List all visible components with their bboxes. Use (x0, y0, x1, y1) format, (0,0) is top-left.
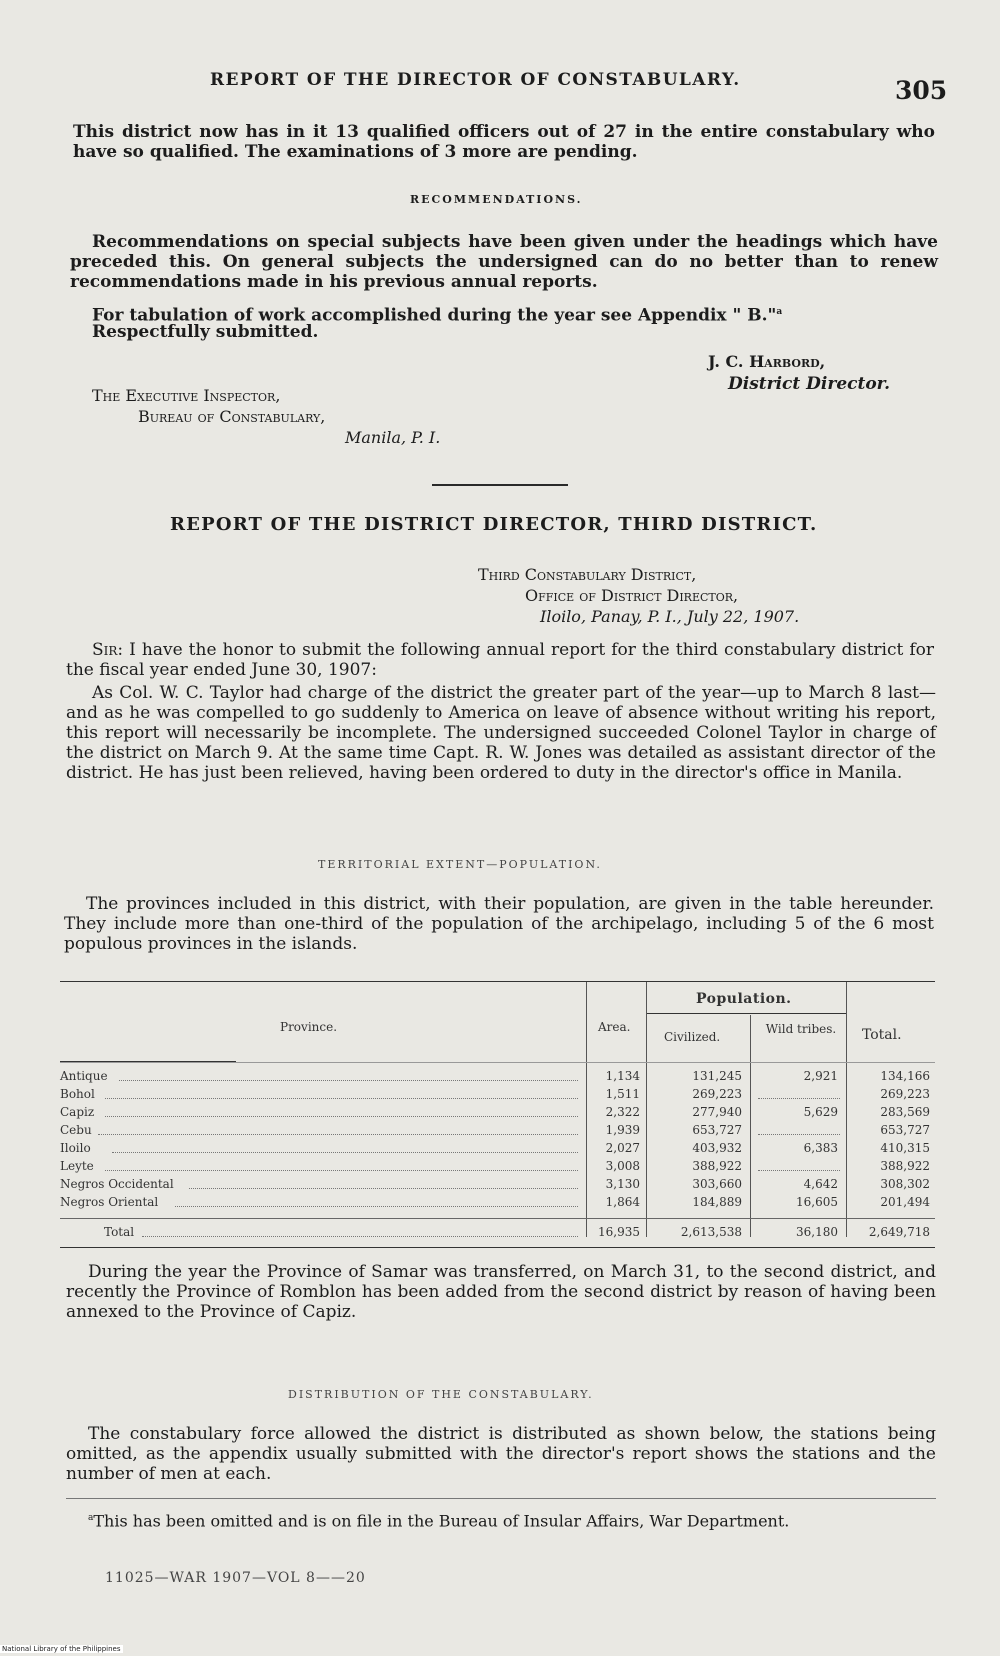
table-cell-area: 2,027 (605, 1141, 640, 1155)
dot-leader (175, 1206, 578, 1207)
table-cell-total: 283,569 (880, 1105, 930, 1119)
header-wild-tribes: Wild tribes. (765, 1022, 837, 1036)
addressee-line-1: The Executive Inspector, (92, 386, 281, 405)
table-cell-total: 388,922 (880, 1159, 930, 1173)
recommendations-heading: RECOMMENDATIONS. (410, 193, 583, 206)
dot-leader (119, 1080, 578, 1081)
table-cell-civilized: 653,727 (692, 1123, 742, 1137)
header-total: Total. (862, 1027, 902, 1043)
total-total: 2,649,718 (868, 1225, 930, 1239)
table-cell-area: 3,008 (605, 1159, 640, 1173)
distribution-paragraph: The constabulary force allowed the district is distributed as shown below, the stations being omitted, as the appendix usually submitted with the director's report shows the stations and the number of men at each. (66, 1424, 936, 1484)
section-divider (432, 484, 568, 486)
table-cell-area: 1,864 (605, 1195, 640, 1209)
header-civilized: Civilized. (664, 1030, 721, 1044)
table-cell-wild: 2,921 (803, 1069, 838, 1083)
footnote-rule (66, 1498, 936, 1499)
header-population: Population. (696, 991, 792, 1007)
dot-leader (105, 1116, 578, 1117)
table-cell-total: 201,494 (880, 1195, 930, 1209)
signature-name: J. C. Harbord, (708, 352, 826, 371)
territorial-heading: TERRITORIAL EXTENT—POPULATION. (318, 858, 602, 871)
table-cell-total: 308,302 (880, 1177, 930, 1191)
report-address-line-1: Third Constabulary District, (478, 565, 697, 584)
table-cell-wild: 16,605 (796, 1195, 838, 1209)
table-cell-area: 1,939 (605, 1123, 640, 1137)
recommendations-paragraph: Recommendations on special subjects have been given under the headings which have preceded this. On general subjects the undersigned can do no better than to renew recommendations made in his previous annual reports. (70, 232, 938, 292)
running-header: REPORT OF THE DIRECTOR OF CONSTABULARY. (210, 70, 741, 90)
dot-leader (112, 1152, 578, 1153)
total-wild: 36,180 (796, 1225, 838, 1239)
report-address-line-2: Office of District Director, (525, 586, 739, 605)
total-rule (60, 1218, 935, 1219)
table-cell-civilized: 403,932 (692, 1141, 742, 1155)
population-rule (647, 1013, 846, 1014)
signature-line: 11025—WAR 1907—VOL 8——20 (105, 1570, 366, 1586)
addressee-line-3: Manila, P. I. (345, 428, 441, 447)
table-cell-wild: 5,629 (803, 1105, 838, 1119)
total-leader (142, 1236, 578, 1237)
report-date-line: Iloilo, Panay, P. I., July 22, 1907. (540, 607, 800, 626)
total-area: 16,935 (598, 1225, 640, 1239)
table-cell-total: 653,727 (880, 1123, 930, 1137)
table-cell-province: Leyte (60, 1159, 94, 1173)
territorial-paragraph: The provinces included in this district, with their population, are given in the table hereunder. They include more than one-third of the population of the archipelago, including 5 of the 6 most populous provinces in the islands. (64, 894, 934, 954)
table-cell-civilized: 277,940 (692, 1105, 742, 1119)
dot-leader (98, 1134, 578, 1135)
footnote: $^a$This has been omitted and is on file in the Bureau of Insular Affairs, War Department. (88, 1511, 790, 1531)
table-top-rule (60, 981, 935, 982)
header-province: Province. (280, 1020, 338, 1034)
signature-title: District Director. (728, 374, 890, 394)
table-cell-wild-empty (758, 1134, 840, 1135)
opening-paragraph: Sir: I have the honor to submit the following annual report for the third constabulary district for the fiscal year ended June 30, 1907: (66, 640, 934, 680)
table-cell-total: 269,223 (880, 1087, 930, 1101)
dot-leader (105, 1098, 578, 1099)
header-bottom-rule (60, 1062, 935, 1063)
appendix-paragraph: For tabulation of work accomplished during the year see Appendix " B."$^a$ (92, 305, 783, 326)
table-cell-area: 3,130 (605, 1177, 640, 1191)
table-cell-area: 1,134 (605, 1069, 640, 1083)
page-number: 305 (895, 76, 948, 105)
table-cell-civilized: 269,223 (692, 1087, 742, 1101)
total-label: Total (104, 1225, 135, 1239)
table-cell-wild: 4,642 (803, 1177, 838, 1191)
intro-paragraph: This district now has in it 13 qualified officers out of 27 in the entire constabulary who have so qualified. The examinations of 3 more are pending. (73, 122, 935, 162)
table-cell-total: 134,166 (880, 1069, 930, 1083)
table-cell-civilized: 131,245 (692, 1069, 742, 1083)
addressee-line-2: Bureau of Constabulary, (138, 407, 326, 426)
closing-line: Respectfully submitted. (92, 322, 319, 342)
taylor-paragraph: As Col. W. C. Taylor had charge of the district the greater part of the year—up to March 8 last—and as he was compelled to go suddenly to America on leave of absence without writing his report, this report will necessarily be incomplete. The undersigned succeeded Colonel Taylor in charge of the district on March 9. At the same time Capt. R. W. Jones was detailed as assistant director of the district. He has just been relieved, having been ordered to duty in the director's office in Manila. (66, 683, 936, 783)
table-cell-province: Cebu (60, 1123, 92, 1137)
library-stamp: National Library of the Philippines (2, 1645, 121, 1653)
table-cell-province: Capiz (60, 1105, 95, 1119)
table-cell-area: 1,511 (605, 1087, 640, 1101)
table-cell-area: 2,322 (605, 1105, 640, 1119)
total-civilized: 2,613,538 (680, 1225, 742, 1239)
table-cell-province: Antique (60, 1069, 108, 1083)
table-cell-civilized: 303,660 (692, 1177, 742, 1191)
header-area: Area. (598, 1020, 631, 1034)
dot-leader (189, 1188, 578, 1189)
report-title: REPORT OF THE DISTRICT DIRECTOR, THIRD DISTRICT. (170, 514, 818, 535)
distribution-heading: DISTRIBUTION OF THE CONSTABULARY. (288, 1388, 594, 1401)
table-cell-wild-empty (758, 1170, 840, 1171)
table-cell-wild: 6,383 (803, 1141, 838, 1155)
table-bottom-rule (60, 1247, 935, 1248)
table-cell-province: Iloilo (60, 1141, 91, 1155)
table-cell-wild-empty (758, 1098, 840, 1099)
table-cell-civilized: 184,889 (692, 1195, 742, 1209)
table-cell-province: Negros Oriental (60, 1195, 159, 1209)
table-cell-province: Bohol (60, 1087, 95, 1101)
table-cell-total: 410,315 (880, 1141, 930, 1155)
table-cell-province: Negros Occidental (60, 1177, 174, 1191)
samar-paragraph: During the year the Province of Samar was transferred, on March 31, to the second district, and recently the Province of Romblon has been added from the second district by reason of having been annexed to the Province of Capiz. (66, 1262, 936, 1322)
dot-leader (105, 1170, 578, 1171)
table-cell-civilized: 388,922 (692, 1159, 742, 1173)
